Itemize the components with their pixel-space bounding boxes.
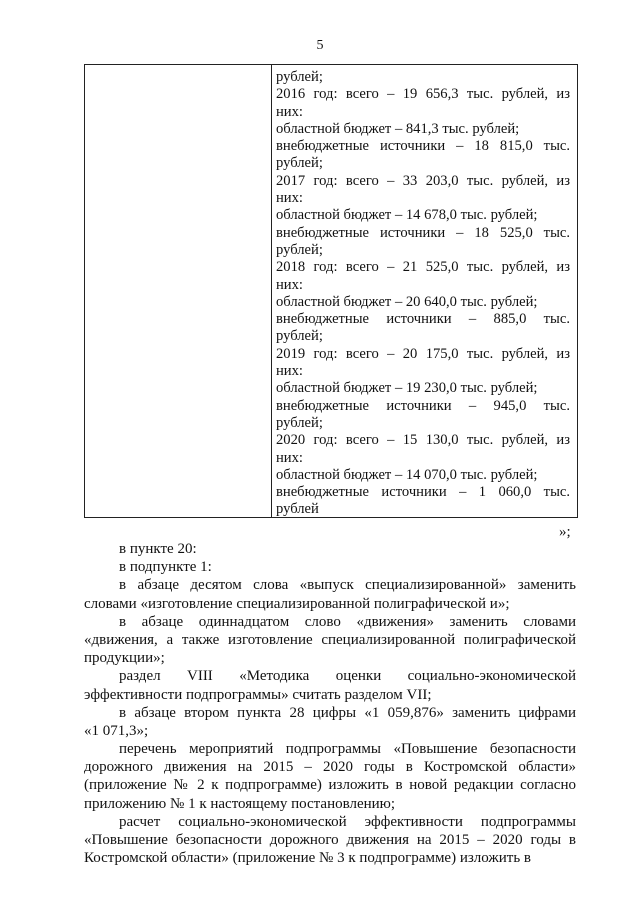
table-line: областной бюджет – 841,3 тыс. рублей; (276, 120, 520, 137)
table-line: областной бюджет – 14 070,0 тыс. рублей; (276, 466, 538, 483)
table-line: внебюджетные источники – 18 815,0 тыс. (276, 138, 570, 155)
closing-quote: »; (559, 524, 571, 540)
paragraph-line: дорожного движения на 2015 – 2020 годы в Костромской области» (84, 759, 576, 776)
table-line: внебюджетные источники – 945,0 тыс. (276, 397, 570, 414)
table-line: 2019 год: всего – 20 175,0 тыс. рублей, из (276, 345, 570, 362)
table-line: рублей; (276, 414, 323, 431)
table-line: областной бюджет – 20 640,0 тыс. рублей; (276, 293, 538, 310)
paragraph-line: в абзаце одиннадцатом слово «движения» заменить словами (119, 613, 576, 630)
paragraph-line: (приложение № 2 к подпрограмме) изложить в новой редакции согласно (84, 777, 576, 794)
paragraph-line: словами «изготовление специализированной полиграфической и»; (84, 595, 510, 612)
table-line: внебюджетные источники – 1 060,0 тыс. (276, 484, 570, 501)
table-line: них: (276, 363, 303, 380)
paragraph (84, 576, 576, 612)
table-line: внебюджетные источники – 885,0 тыс. (276, 311, 570, 328)
table-line: рублей; (276, 69, 323, 85)
paragraph-line: расчет социально-экономической эффективности подпрограммы (119, 813, 576, 830)
table-line: них: (276, 103, 303, 120)
table-line: рублей; (276, 328, 323, 345)
page-number: 5 (316, 38, 324, 53)
paragraph-line: эффективности подпрограммы» считать разделом VII; (84, 686, 432, 703)
table-line: них: (276, 190, 303, 207)
table-line: 2018 год: всего – 21 525,0 тыс. рублей, из (276, 259, 570, 276)
table-column-divider (271, 65, 272, 517)
table-line: рублей (276, 501, 319, 518)
paragraph (84, 704, 576, 740)
paragraph (84, 813, 576, 868)
table-line: рублей; (276, 155, 323, 172)
paragraph (84, 558, 576, 576)
paragraph-line: «Повышение безопасности дорожного движения на 2015 – 2020 годы в (84, 832, 576, 848)
paragraph-line: Костромской области» (приложение № 3 к подпрограмме) изложить в (84, 850, 532, 867)
paragraph-line: раздел VIII «Методика оценки социально-экономической (119, 668, 576, 685)
paragraph (84, 667, 576, 703)
table-line: областной бюджет – 14 678,0 тыс. рублей; (276, 207, 538, 224)
paragraph-line: в подпункте 1: (119, 559, 212, 576)
paragraph-line: в пункте 20: (119, 541, 197, 557)
table-line: 2020 год: всего – 15 130,0 тыс. рублей, из (276, 432, 570, 449)
table-line: них: (276, 449, 303, 466)
paragraph-line: в абзаце втором пункта 28 цифры «1 059,876» заменить цифрами (119, 704, 576, 721)
paragraph-line: продукции»; (84, 650, 165, 667)
paragraph (84, 740, 576, 813)
paragraph-line: в абзаце десятом слова «выпуск специализированной» заменить (119, 577, 576, 594)
paragraph-line: приложению № 1 к настоящему постановлению; (84, 795, 396, 812)
paragraph-line: перечень мероприятий подпрограммы «Повышение безопасности (119, 741, 576, 758)
budget-table (84, 64, 578, 518)
table-line: областной бюджет – 19 230,0 тыс. рублей; (276, 380, 538, 397)
paragraph-line: «1 071,3»; (84, 722, 149, 739)
paragraph-line: «движения, а также изготовление специализированной полиграфической (84, 631, 576, 648)
table-line: 2016 год: всего – 19 656,3 тыс. рублей, из (276, 86, 570, 103)
table-cell-funding (276, 69, 570, 519)
table-line: них: (276, 276, 303, 293)
table-line: рублей; (276, 241, 323, 258)
document-body (84, 540, 576, 867)
table-line: 2017 год: всего – 33 203,0 тыс. рублей, из (276, 172, 570, 189)
paragraph (84, 613, 576, 668)
paragraph (84, 540, 576, 558)
table-line: внебюджетные источники – 18 525,0 тыс. (276, 224, 570, 241)
